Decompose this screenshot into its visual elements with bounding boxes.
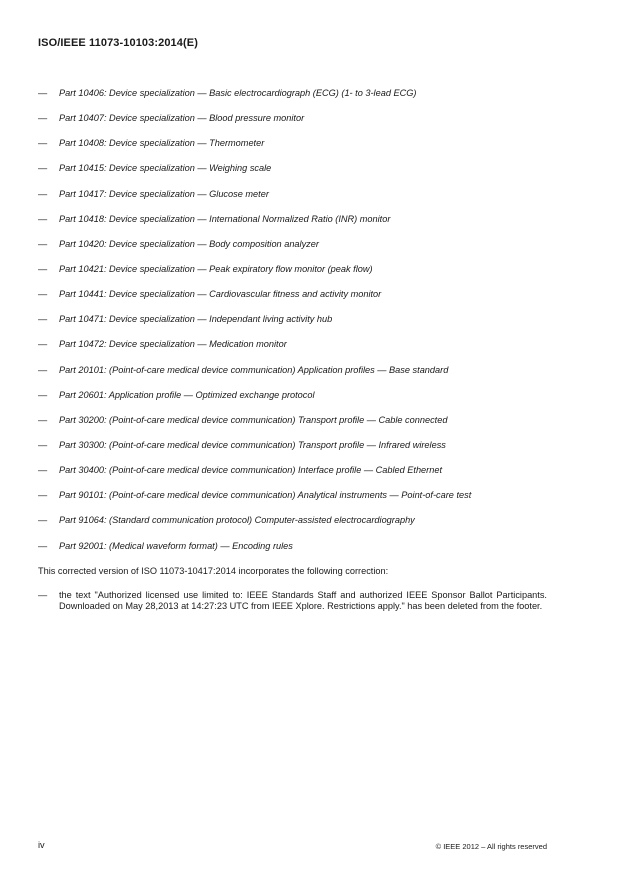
list-dash: — (38, 113, 48, 124)
list-item-text: Part 10420: Device specialization — Body composition analyzer (59, 238, 319, 249)
list-item (38, 515, 558, 540)
page-number: iv (38, 840, 45, 850)
list-dash: — (38, 490, 48, 501)
list-item (38, 289, 558, 314)
list-item (38, 339, 558, 364)
list-item-text: Part 10418: Device specialization — International Normalized Ratio (INR) monitor (59, 213, 391, 224)
list-item-text: Part 10406: Device specialization — Basic electrocardiograph (ECG) (1- to 3-lead ECG) (59, 88, 417, 98)
list-item (38, 415, 558, 440)
list-item (38, 163, 558, 188)
list-dash: — (38, 590, 48, 600)
list-item (38, 314, 558, 339)
list-dash: — (38, 213, 48, 224)
document-header: ISO/IEEE 11073-10103:2014(E) (38, 37, 198, 49)
list-item-text: Part 10407: Device specialization — Blood pressure monitor (59, 113, 305, 124)
list-item (38, 465, 558, 490)
list-item (38, 365, 558, 390)
list-item-text: Part 30400: (Point-of-care medical device communication) Interface profile — Cabled Ethernet (59, 465, 442, 476)
list-dash: — (38, 238, 48, 249)
list-item (38, 239, 558, 264)
list-dash: — (38, 540, 48, 551)
list-dash: — (38, 515, 48, 526)
list-dash: — (38, 163, 48, 174)
list-dash: — (38, 289, 48, 300)
list-dash: — (38, 188, 48, 199)
list-item-text: Part 20601: Application profile — Optimized exchange protocol (59, 389, 315, 400)
list-item-text: Part 91064: (Standard communication protocol) Computer-assisted electrocardiography (59, 515, 415, 526)
list-item (38, 264, 558, 289)
correction-intro: This corrected version of ISO 11073-10417:2014 incorporates the following correction: (38, 566, 389, 576)
list-dash: — (38, 88, 48, 98)
list-item (38, 113, 558, 138)
copyright-notice: © IEEE 2012 – All rights reserved (435, 842, 547, 851)
correction-text: the text "Authorized licensed use limited to: IEEE Standards Staff and authorized IEEE Sponsor Ballot Participants. Downloaded on May 28,2013 at 14:27:23 UTC from IEEE Xplore. Restrictions apply." has been deleted from the footer. (59, 590, 547, 612)
list-item (38, 440, 558, 465)
list-item-text: Part 10408: Device specialization — Thermometer (59, 138, 265, 149)
list-dash: — (38, 263, 48, 274)
list-item-text: Part 10472: Device specialization — Medication monitor (59, 339, 287, 350)
list-item-text: Part 10471: Device specialization — Independant living activity hub (59, 314, 333, 325)
list-item (38, 189, 558, 214)
list-item (38, 214, 558, 239)
list-dash: — (38, 465, 48, 476)
list-item-text: Part 10415: Device specialization — Weighing scale (59, 163, 272, 174)
list-dash: — (38, 439, 48, 450)
list-item-text: Part 92001: (Medical waveform format) — Encoding rules (59, 540, 293, 551)
list-item (38, 541, 558, 566)
list-dash: — (38, 339, 48, 350)
parts-list (38, 88, 558, 566)
list-item-text: Part 10421: Device specialization — Peak expiratory flow monitor (peak flow) (59, 263, 373, 274)
list-dash: — (38, 414, 48, 425)
list-item (38, 390, 558, 415)
correction-item (38, 590, 547, 613)
list-item-text: Part 30300: (Point-of-care medical device communication) Transport profile — Infrared wireless (59, 439, 446, 450)
list-dash: — (38, 389, 48, 400)
list-item-text: Part 10441: Device specialization — Cardiovascular fitness and activity monitor (59, 289, 382, 300)
list-item (38, 490, 558, 515)
list-item (38, 88, 558, 113)
list-item-text: Part 90101: (Point-of-care medical device communication) Analytical instruments — Point-of-care test (59, 490, 472, 501)
list-dash: — (38, 364, 48, 375)
list-dash: — (38, 314, 48, 325)
list-dash: — (38, 138, 48, 149)
list-item-text: Part 20101: (Point-of-care medical device communication) Application profiles — Base standard (59, 364, 449, 375)
list-item (38, 138, 558, 163)
list-item-text: Part 10417: Device specialization — Glucose meter (59, 188, 269, 199)
list-item-text: Part 30200: (Point-of-care medical device communication) Transport profile — Cable connected (59, 414, 448, 425)
